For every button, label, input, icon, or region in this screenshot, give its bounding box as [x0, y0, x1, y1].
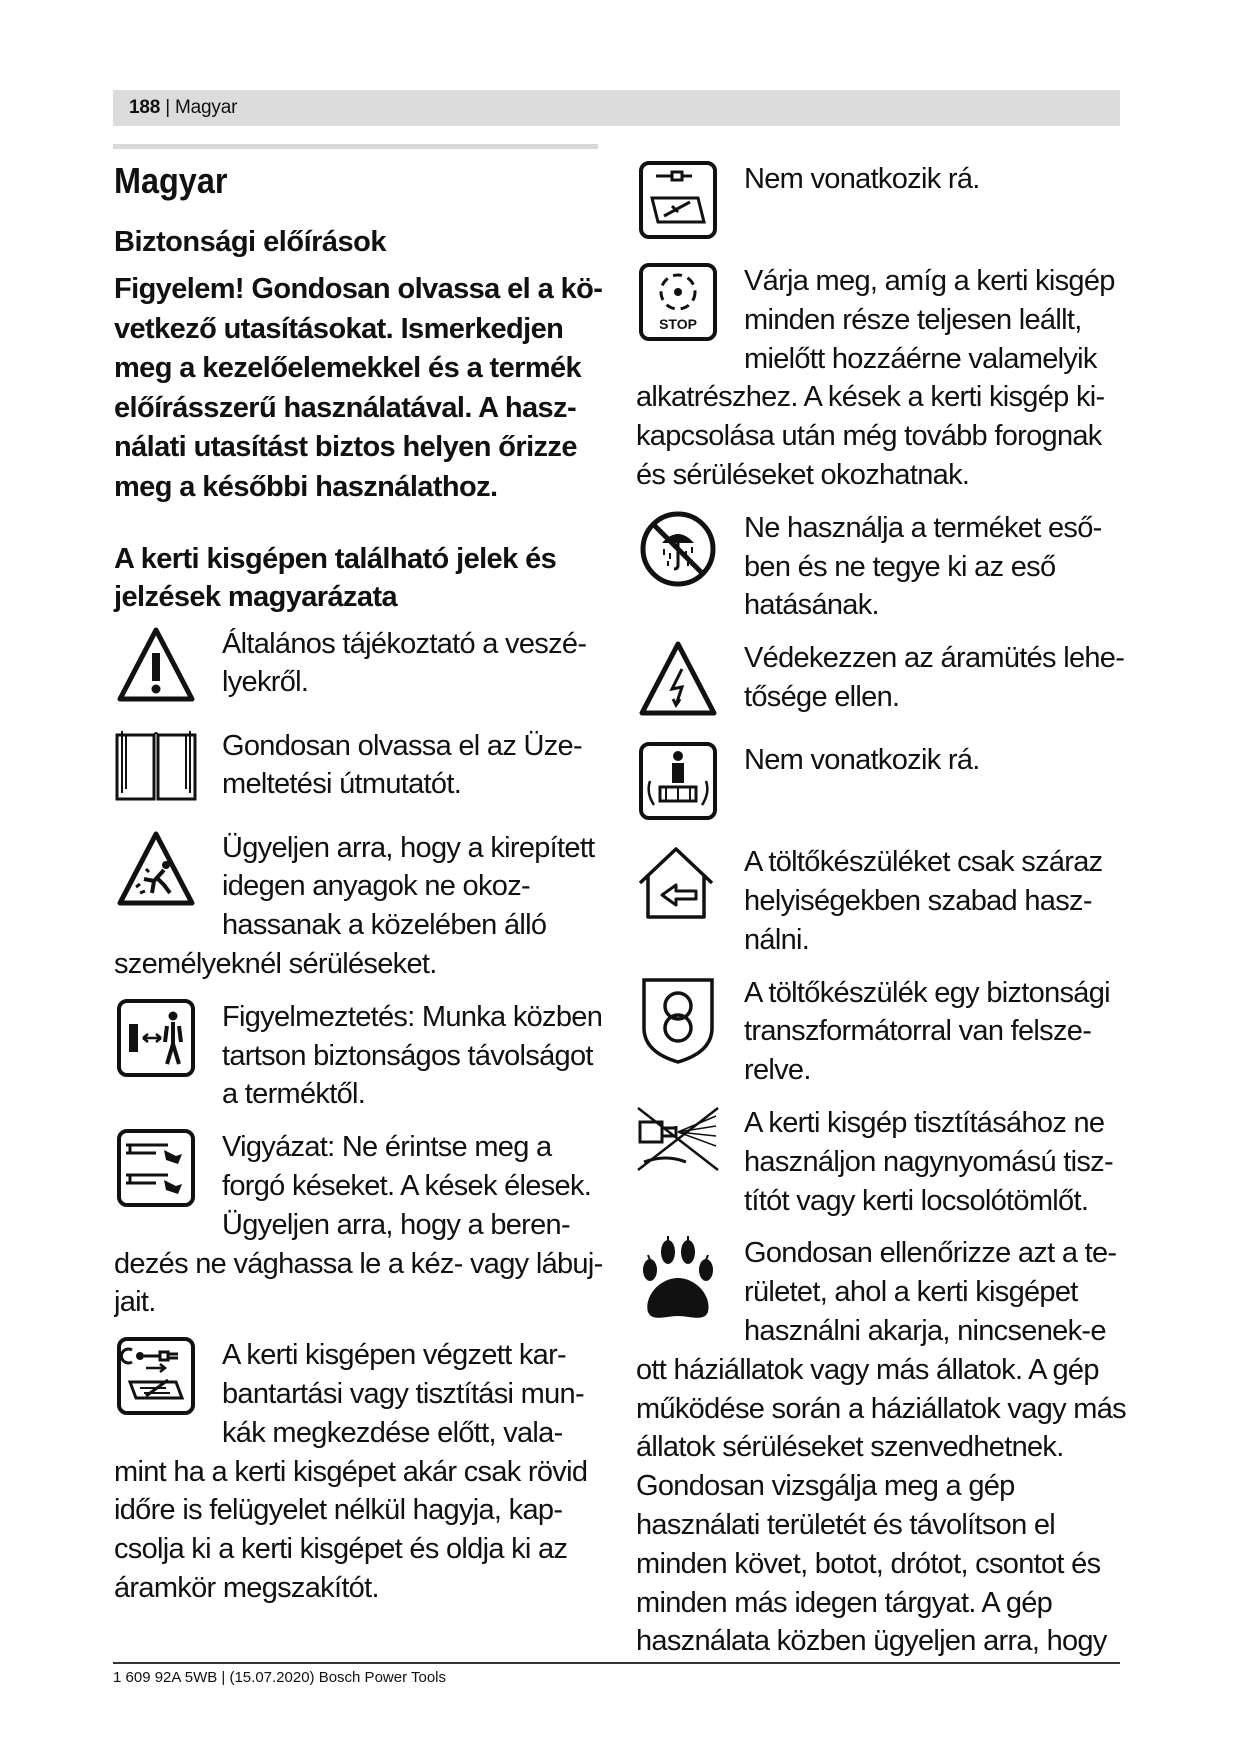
- header-language: Magyar: [175, 97, 238, 118]
- ride-on-icon: [636, 741, 720, 825]
- keep-distance-icon: [114, 998, 198, 1082]
- electric-shock-icon: [636, 639, 720, 723]
- indoor-use-icon: [636, 843, 720, 927]
- symbol-item: Vigyázat: Ne érintse meg a forgó késeket. A kések élesek. Ügyeljen arra, hogy a berendezés ne vághassa le a kéz- vagy lábujjait.: [114, 1128, 604, 1322]
- right-column: [636, 160, 1126, 1675]
- svg-text:STOP: STOP: [659, 316, 697, 332]
- animal-paw-icon: [636, 1234, 720, 1318]
- footer-text: 1 609 92A 5WB | (15.07.2020) Bosch Power Tools: [113, 1669, 446, 1686]
- symbol-item: Gondosan olvassa el az Üzemeltetési útmutatót.: [114, 727, 604, 815]
- warning-paragraph: Figyelem! Gondosan olvassa el a következő utasításokat. Ismerkedjen meg a kezelőelemekkel és a termék előírásszerű használatával. A használati utasítást biztos helyen őrizze meg a későbbi használathoz.: [114, 273, 603, 503]
- open-manual-icon: [114, 727, 198, 811]
- symbols-title: A kerti kisgépen található jelek és jelzések magyarázata: [114, 542, 557, 614]
- symbol-item: A töltőkészüléket csak száraz helyiségekben szabad használni.: [636, 843, 1126, 959]
- section-title: Biztonsági előírások: [114, 226, 387, 258]
- symbol-item: STOP Várja meg, amíg a kerti kisgép minden része teljesen leállt, mielőtt hozzáérne valamelyik alkatrészhez. A kések a kerti kisgép kikapcsolása után még tovább forognak és sérüléseket okozhatnak.: [636, 262, 1126, 495]
- language-title: Magyar: [114, 160, 228, 201]
- symbol-item: Nem vonatkozik rá.: [636, 160, 1126, 248]
- symbol-item: Ne használja a terméket esőben és ne tegye ki az eső hatásának.: [636, 509, 1126, 625]
- no-pressure-washer-icon: [636, 1104, 720, 1188]
- page-number: 188: [129, 97, 161, 118]
- wait-stop-icon: [636, 262, 720, 346]
- symbol-item: Nem vonatkozik rá.: [636, 741, 1126, 829]
- symbol-item: A töltőkészülék egy biztonsági transzformátorral van felszerelve.: [636, 974, 1126, 1090]
- left-column: [114, 160, 604, 1622]
- rotating-blades-icon: [114, 1128, 198, 1212]
- not-applicable-manual-icon: [636, 160, 720, 244]
- thrown-objects-icon: [114, 829, 198, 913]
- symbol-item: A kerti kisgépen végzett karbantartási vagy tisztítási munkák megkezdése előtt, valamint ha a kerti kisgépet akár csak rövid időre is felügyelet nélkül hagyja, kapcsolja ki a kerti kisgépet és oldja ki az áramkör megszakítót.: [114, 1336, 604, 1608]
- safety-transformer-icon: [636, 974, 720, 1058]
- symbol-item: A kerti kisgép tisztításához ne használjon nagynyomású tisztítót vagy kerti locsolótömlőt.: [636, 1104, 1126, 1220]
- header-separator: |: [165, 97, 170, 118]
- top-rule: [113, 144, 598, 149]
- page-header: [113, 90, 1120, 126]
- maintenance-unplug-icon: [114, 1336, 198, 1420]
- symbol-item: Általános tájékoztató a veszélyekről.: [114, 625, 604, 713]
- symbol-item: Védekezzen az áramütés lehetősége ellen.: [636, 639, 1126, 727]
- symbol-item: Gondosan ellenőrizze azt a területet, ahol a kerti kisgépet használni akarja, nincsenek-e ott háziállatok vagy más állatok. A gép működése során a háziállatok vagy más állatok sérüléseket szenvedhetnek. Gondosan vizsgálja meg a gép használati területét és távolítson el minden követ, botot, drótot, csontot és minden más idegen tárgyat. A gép használata közben ügyeljen arra, hogy: [636, 1234, 1126, 1661]
- footer-rule: [113, 1662, 1120, 1664]
- symbol-item: Figyelmeztetés: Munka közben tartson biztonságos távolságot a terméktől.: [114, 998, 604, 1114]
- symbol-item: Ügyeljen arra, hogy a kirepített idegen anyagok ne okozhassanak a közelében álló személyeknél sérüléseket.: [114, 829, 604, 984]
- warning-triangle-icon: [114, 625, 198, 709]
- no-rain-icon: [636, 509, 720, 593]
